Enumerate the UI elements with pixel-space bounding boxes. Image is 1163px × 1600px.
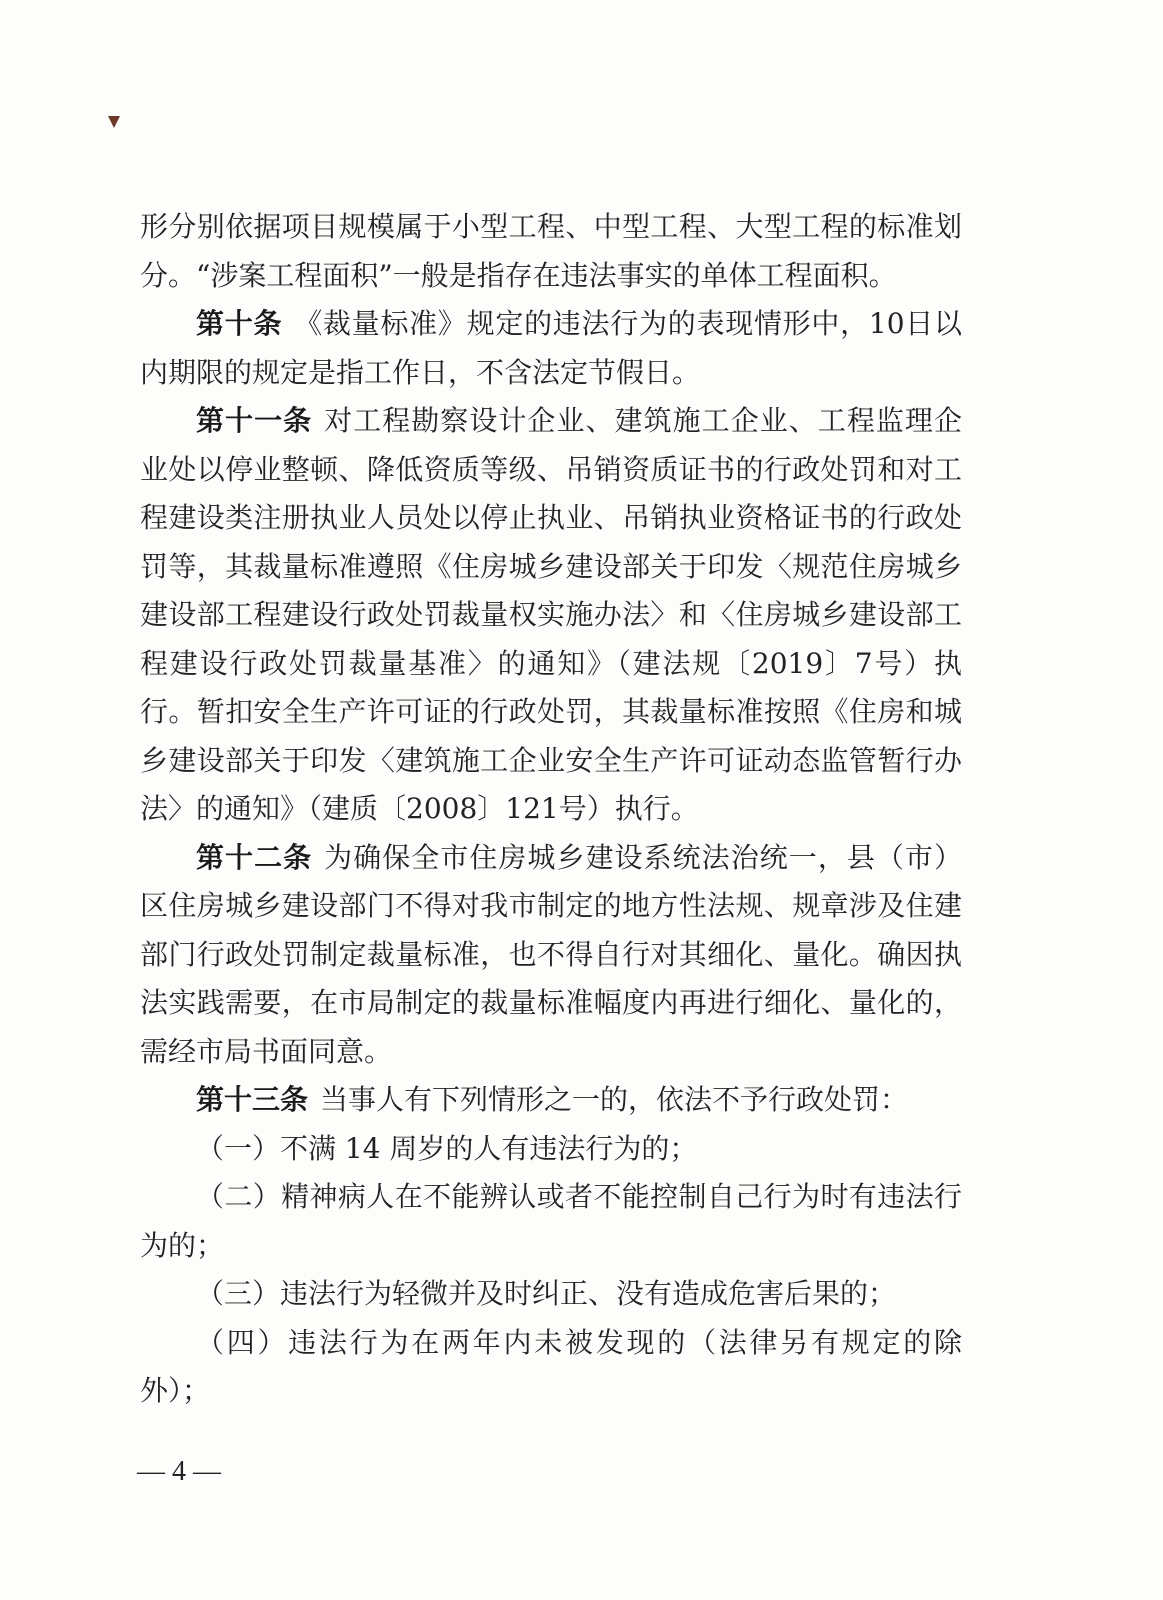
list-item-text: （二）精神病人在不能辨认或者不能控制自己行为时有违法行为的； — [140, 1180, 962, 1262]
paragraph-text: 当事人有下列情形之一的，依法不予行政处罚： — [320, 1083, 909, 1116]
list-item — [140, 1173, 962, 1270]
list-item-text: （一）不满 14 周岁的人有违法行为的； — [196, 1131, 698, 1165]
article-heading: 第十一条 — [196, 404, 313, 437]
binding-mark-icon — [108, 116, 120, 128]
paragraph-text: 为确保全市住房城乡建设系统法治统一，县（市）区住房城乡建设部门不得对我市制定的地方性法规、规章涉及住建部门行政处罚制定裁量标准，也不得自行对其细化、量化。确因执法实践需要，在市局制定的裁量标准幅度内再进行细化、量化的，需经市局书面同意。 — [140, 840, 962, 1068]
list-item-text: （四）违法行为在两年内未被发现的（法律另有规定的除外）； — [140, 1325, 962, 1407]
article-10 — [140, 300, 962, 397]
page-number: — 4 — — [137, 1456, 221, 1487]
article-heading: 第十三条 — [196, 1083, 309, 1116]
article-heading: 第十二条 — [196, 840, 313, 874]
article-heading: 第十条 — [196, 307, 283, 340]
list-item-text: （三）违法行为轻微并及时纠正、没有造成危害后果的； — [196, 1277, 897, 1310]
list-item — [140, 1270, 962, 1319]
paragraph-text: 对工程勘察设计企业、建筑施工企业、工程监理企业处以停业整顿、降低资质等级、吊销资质证书的行政处罚和对工程建设类注册执业人员处以停止执业、吊销执业资格证书的行政处罚等，其裁量标准遵照《住房城乡建设部关于印发〈规范住房城乡建设部工程建设行政处罚裁量权实施办法〉和〈住房城乡建设部工程建设行政处罚裁量基准〉的通知》（建法规〔2019〕7号）执行。暂扣安全生产许可证的行政处罚，其裁量标准按照《住房和城乡建设部关于印发〈建筑施工企业安全生产许可证动态监管暂行办法〉的通知》（建质〔2008〕121号）执行。 — [140, 404, 962, 825]
document-body — [140, 203, 962, 1416]
paragraph-text: 形分别依据项目规模属于小型工程、中型工程、大型工程的标准划分。“涉案工程面积”一般是指存在违法事实的单体工程面积。 — [140, 210, 962, 292]
article-11 — [140, 397, 962, 834]
article-12 — [140, 834, 962, 1077]
paragraph-text: 《裁量标准》规定的违法行为的表现情形中，10日以内期限的规定是指工作日，不含法定节假日。 — [140, 307, 962, 389]
article-13 — [140, 1076, 962, 1125]
list-item — [140, 1319, 962, 1416]
paragraph-continuation — [140, 203, 962, 300]
list-item — [140, 1125, 962, 1174]
